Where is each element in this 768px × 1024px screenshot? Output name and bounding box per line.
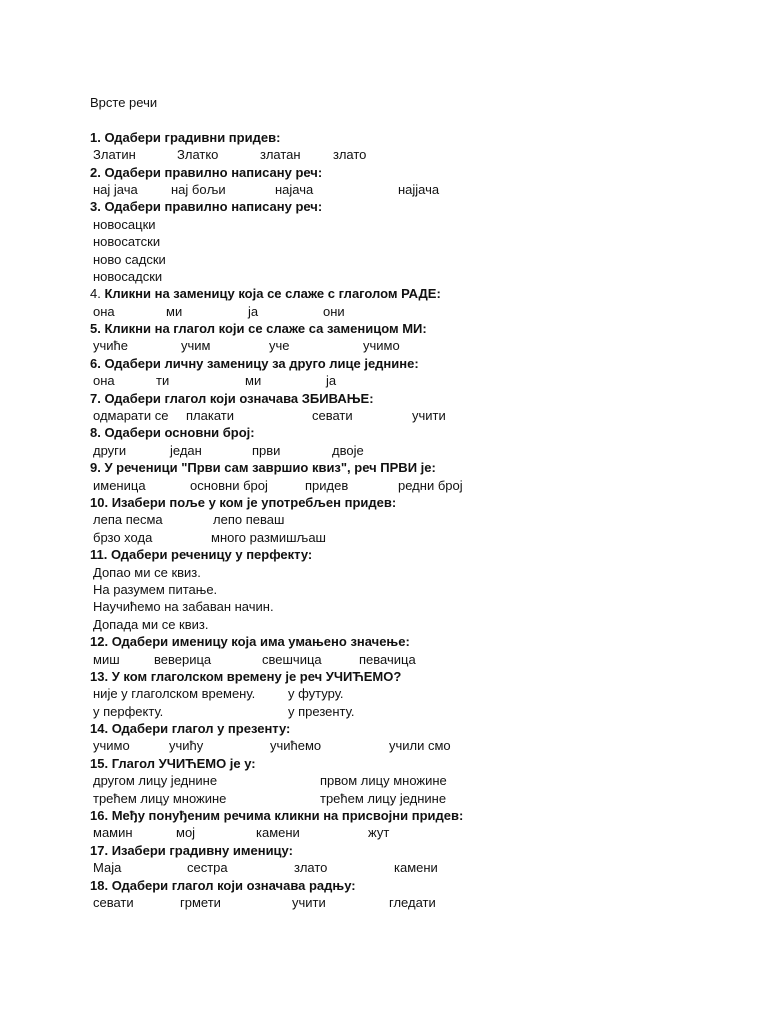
answer-option[interactable]: основни број bbox=[190, 477, 268, 493]
question-number: 8. bbox=[90, 425, 101, 441]
question-text: Одабери правилно написану реч: bbox=[100, 199, 323, 215]
answer-row bbox=[90, 616, 730, 633]
answer-option[interactable]: мој bbox=[176, 825, 196, 841]
question-text: Одабери глагол који означава радњу: bbox=[108, 877, 356, 893]
question-number: 1. bbox=[90, 129, 101, 145]
question-2-prompt bbox=[90, 164, 730, 181]
answer-option[interactable]: први bbox=[252, 442, 281, 458]
answer-option[interactable]: учим bbox=[181, 338, 211, 354]
answer-option[interactable]: нај јача bbox=[93, 181, 138, 197]
question-number: 18. bbox=[90, 877, 109, 893]
answer-option[interactable]: у презенту. bbox=[288, 703, 355, 719]
answer-row bbox=[90, 477, 730, 494]
answer-option[interactable]: грмети bbox=[180, 894, 221, 910]
answer-option[interactable]: учићемо bbox=[270, 738, 322, 754]
answer-row bbox=[90, 651, 730, 668]
question-4-prompt bbox=[90, 285, 730, 302]
answer-option[interactable]: најача bbox=[275, 181, 314, 197]
answer-row bbox=[90, 181, 730, 198]
question-7-prompt bbox=[90, 390, 730, 407]
answer-option[interactable]: севати bbox=[93, 894, 134, 910]
answer-row bbox=[90, 894, 730, 911]
question-text: Одабери именицу која има умањено значење: bbox=[108, 634, 410, 650]
question-5-prompt bbox=[90, 320, 730, 337]
answer-option[interactable]: учити bbox=[292, 894, 326, 910]
answer-option[interactable]: Златин bbox=[93, 147, 136, 163]
question-text: Одабери глагол у презенту: bbox=[108, 721, 291, 737]
question-number: 10. bbox=[90, 494, 109, 510]
answer-row bbox=[90, 772, 730, 789]
answer-option[interactable]: камени bbox=[394, 860, 438, 876]
answer-option[interactable]: Научићемо на забаван начин. bbox=[93, 599, 274, 615]
question-text: Међу понуђеним речима кликни на присвојни придев: bbox=[108, 808, 464, 824]
question-number: 3. bbox=[90, 199, 101, 215]
answer-row bbox=[90, 268, 730, 285]
answer-row bbox=[90, 790, 730, 807]
answer-option[interactable]: севати bbox=[312, 408, 353, 424]
answer-option[interactable]: учимо bbox=[363, 338, 400, 354]
question-list bbox=[90, 129, 730, 912]
answer-option[interactable]: именица bbox=[93, 477, 146, 493]
question-text: Кликни на заменицу која се слаже с глаголом РАДЕ: bbox=[100, 286, 441, 302]
question-18-prompt bbox=[90, 877, 730, 894]
answer-option[interactable]: ми bbox=[245, 373, 262, 389]
question-1-prompt bbox=[90, 129, 730, 146]
answer-option[interactable]: ново садски bbox=[93, 251, 166, 267]
answer-option[interactable]: одмарати се bbox=[93, 408, 169, 424]
answer-row bbox=[90, 529, 730, 546]
answer-option[interactable]: Маја bbox=[93, 860, 122, 876]
answer-row bbox=[90, 146, 730, 163]
answer-option[interactable]: у перфекту. bbox=[93, 703, 164, 719]
answer-option[interactable]: трећем лицу једнине bbox=[320, 790, 447, 806]
answer-option[interactable]: учићу bbox=[169, 738, 204, 754]
question-text: Изабери градивну именицу: bbox=[108, 842, 293, 858]
answer-option[interactable]: другом лицу једнине bbox=[93, 773, 218, 789]
question-number: 4. bbox=[90, 286, 101, 302]
question-text: Одабери реченицу у перфекту: bbox=[107, 547, 313, 563]
answer-option[interactable]: сестра bbox=[187, 860, 228, 876]
answer-option[interactable]: она bbox=[93, 303, 115, 319]
question-number: 15. bbox=[90, 755, 109, 771]
answer-row bbox=[90, 703, 730, 720]
answer-option[interactable]: плакати bbox=[186, 408, 234, 424]
question-number: 2. bbox=[90, 164, 101, 180]
answer-option[interactable]: Златко bbox=[177, 147, 219, 163]
question-number: 9. bbox=[90, 460, 101, 476]
question-17-prompt bbox=[90, 842, 730, 859]
answer-option[interactable]: она bbox=[93, 373, 115, 389]
answer-option[interactable]: златан bbox=[260, 147, 301, 163]
answer-option[interactable]: првом лицу множине bbox=[320, 773, 447, 789]
answer-option[interactable]: учити bbox=[412, 408, 446, 424]
question-number: 16. bbox=[90, 808, 109, 824]
question-text: Одабери градивни придев: bbox=[100, 129, 281, 145]
answer-row bbox=[90, 737, 730, 754]
answer-row bbox=[90, 407, 730, 424]
answer-option[interactable]: На разумем питање. bbox=[93, 581, 218, 597]
question-number: 7. bbox=[90, 390, 101, 406]
question-8-prompt bbox=[90, 424, 730, 441]
answer-option[interactable]: лепо певаш bbox=[213, 512, 285, 528]
answer-option[interactable]: новосатски bbox=[93, 234, 161, 250]
question-12-prompt bbox=[90, 633, 730, 650]
question-text: Одабери правилно написану реч: bbox=[100, 164, 323, 180]
answer-option[interactable]: учиће bbox=[93, 338, 128, 354]
answer-row bbox=[90, 233, 730, 250]
answer-option[interactable]: жут bbox=[368, 825, 390, 841]
answer-row bbox=[90, 564, 730, 581]
question-number: 5. bbox=[90, 321, 101, 337]
answer-row bbox=[90, 303, 730, 320]
answer-option[interactable]: новосадски bbox=[93, 268, 163, 284]
answer-option[interactable]: редни број bbox=[398, 477, 463, 493]
answer-row bbox=[90, 859, 730, 876]
question-text: Кликни на глагол који се слаже са заменицом МИ: bbox=[100, 321, 427, 337]
quiz-document bbox=[90, 94, 730, 911]
answer-row bbox=[90, 581, 730, 598]
answer-row bbox=[90, 251, 730, 268]
answer-row bbox=[90, 598, 730, 615]
answer-option[interactable]: новосацки bbox=[93, 216, 156, 232]
answer-option[interactable]: певачица bbox=[359, 651, 416, 667]
question-14-prompt bbox=[90, 720, 730, 737]
answer-option[interactable]: Допао ми се квиз. bbox=[93, 564, 201, 580]
answer-option[interactable]: учили смо bbox=[389, 738, 451, 754]
question-13-prompt bbox=[90, 668, 730, 685]
question-text: Изабери поље у ком је употребљен придев: bbox=[108, 494, 397, 510]
question-11-prompt bbox=[90, 546, 730, 563]
answer-option[interactable]: други bbox=[93, 442, 127, 458]
answer-row bbox=[90, 372, 730, 389]
answer-option[interactable]: Допада ми се квиз. bbox=[93, 616, 209, 632]
question-text: Одабери глагол који означава ЗБИВАЊЕ: bbox=[100, 390, 374, 406]
answer-option[interactable]: најјача bbox=[398, 181, 440, 197]
question-number: 11. bbox=[90, 547, 108, 563]
question-number: 13. bbox=[90, 668, 109, 684]
question-number: 12. bbox=[90, 634, 109, 650]
answer-option[interactable]: ти bbox=[156, 373, 170, 389]
answer-row bbox=[90, 442, 730, 459]
answer-row bbox=[90, 511, 730, 528]
answer-option[interactable]: придев bbox=[305, 477, 349, 493]
answer-row bbox=[90, 824, 730, 841]
answer-option[interactable]: ми bbox=[166, 303, 183, 319]
question-text: У реченици "Први сам завршио квиз", реч ПРВИ је: bbox=[100, 460, 436, 476]
answer-option[interactable]: много размишљаш bbox=[211, 529, 326, 545]
answer-option[interactable]: свешчица bbox=[262, 651, 322, 667]
answer-option[interactable]: веверица bbox=[154, 651, 212, 667]
answer-option[interactable]: трећем лицу множине bbox=[93, 790, 227, 806]
document-title: Врсте речи bbox=[90, 95, 158, 110]
question-text: У ком глаголском времену је реч УЧИЋЕМО? bbox=[108, 668, 402, 684]
answer-option[interactable]: лепа песма bbox=[93, 512, 163, 528]
answer-option[interactable]: камени bbox=[256, 825, 300, 841]
question-number: 6. bbox=[90, 355, 101, 371]
question-9-prompt bbox=[90, 459, 730, 476]
answer-row bbox=[90, 216, 730, 233]
answer-option[interactable]: ја bbox=[326, 373, 337, 389]
question-6-prompt bbox=[90, 355, 730, 372]
question-10-prompt bbox=[90, 494, 730, 511]
question-text: Глагол УЧИЋЕМО је у: bbox=[108, 755, 256, 771]
question-16-prompt bbox=[90, 807, 730, 824]
question-number: 17. bbox=[90, 842, 109, 858]
answer-option[interactable]: у футуру. bbox=[288, 686, 344, 702]
answer-option[interactable]: миш bbox=[93, 651, 120, 667]
answer-option[interactable]: они bbox=[323, 303, 345, 319]
answer-option[interactable]: гледати bbox=[389, 894, 436, 910]
answer-row bbox=[90, 685, 730, 702]
answer-option[interactable]: није у глаголском времену. bbox=[93, 686, 256, 702]
question-15-prompt bbox=[90, 755, 730, 772]
answer-option[interactable]: злато bbox=[333, 147, 367, 163]
question-text: Одабери личну заменицу за друго лице једнине: bbox=[100, 355, 419, 371]
answer-option[interactable]: двоје bbox=[332, 442, 364, 458]
answer-option[interactable]: мамин bbox=[93, 825, 133, 841]
answer-option[interactable]: уче bbox=[269, 338, 290, 354]
answer-option[interactable]: злато bbox=[294, 860, 328, 876]
answer-option[interactable]: брзо хода bbox=[93, 529, 153, 545]
answer-option[interactable]: један bbox=[170, 442, 202, 458]
answer-option[interactable]: нај бољи bbox=[171, 181, 226, 197]
answer-row bbox=[90, 337, 730, 354]
question-number: 14. bbox=[90, 721, 109, 737]
answer-option[interactable]: ја bbox=[248, 303, 259, 319]
question-3-prompt bbox=[90, 198, 730, 215]
question-text: Одабери основни број: bbox=[100, 425, 255, 441]
answer-option[interactable]: учимо bbox=[93, 738, 130, 754]
